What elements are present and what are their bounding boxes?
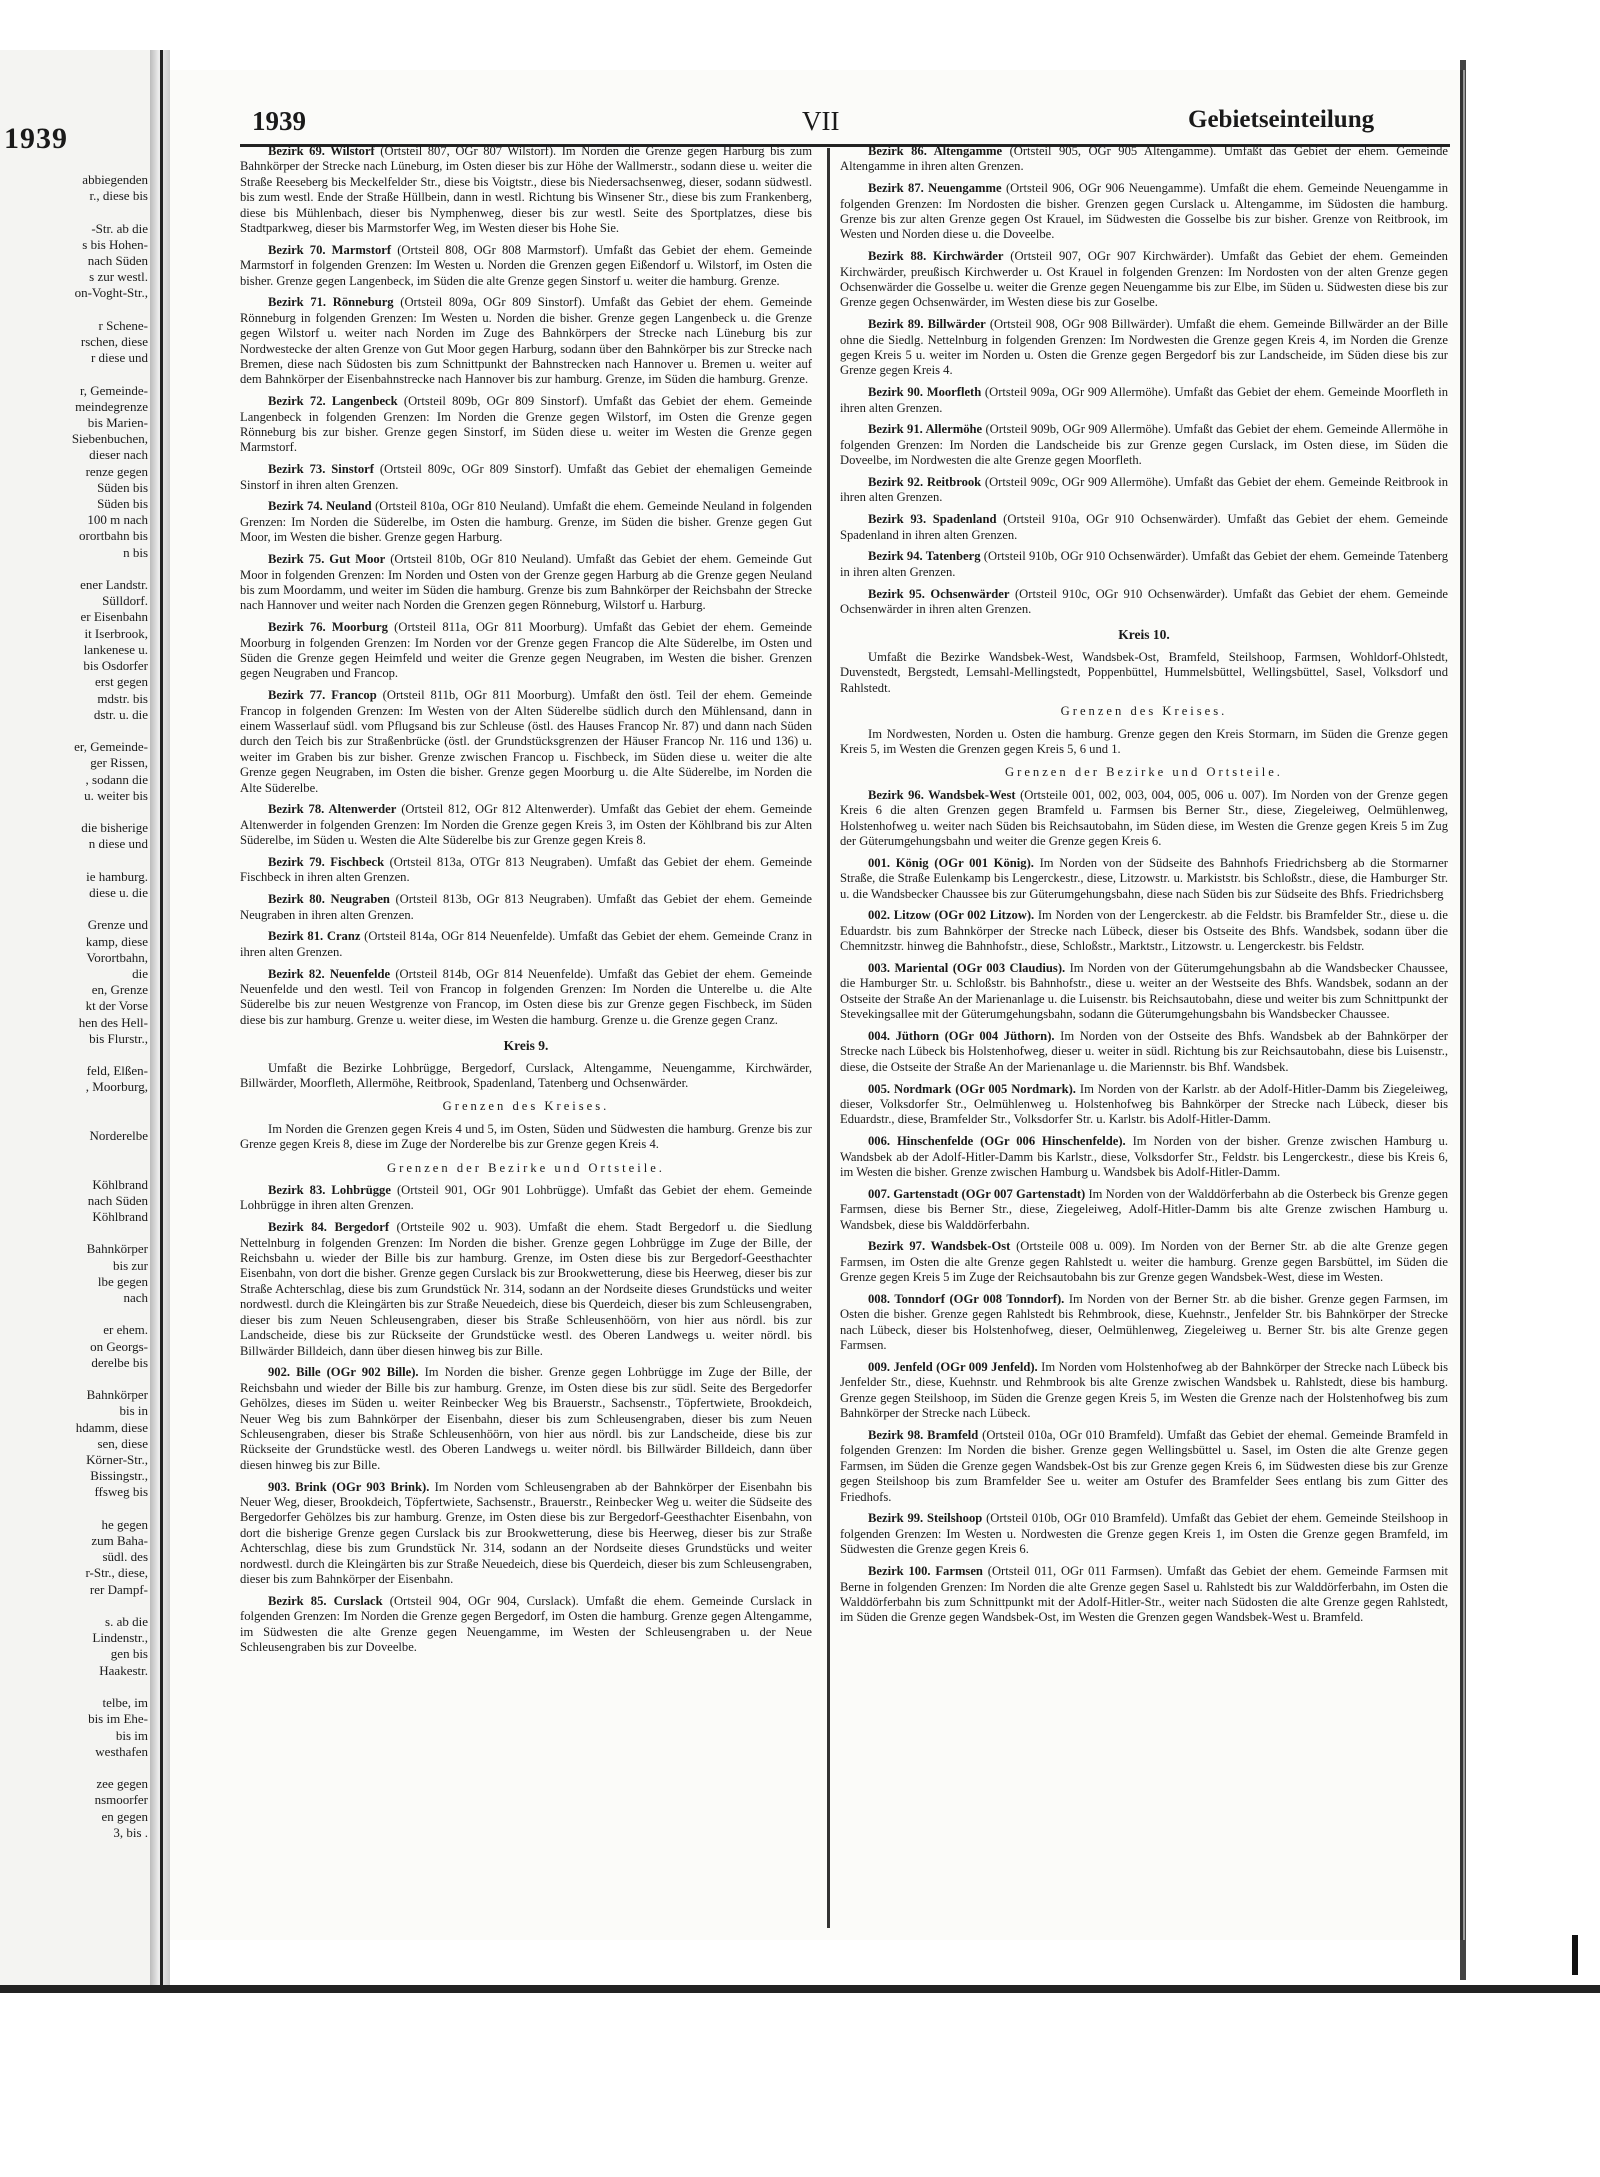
column-divider: [827, 148, 830, 1928]
paragraph-bezirk-84: Bezirk 84. Bergedorf (Ortsteile 902 u. 903). Umfaßt die ehem. Stadt Bergedorf u. die Siedlung Nettelnburg in folgenden Grenzen: Im Norden die bisher. Grenze gegen Lohbrügge im Zuge der Bille, der Reichsbahn u. wieder der Bille bis zur hamburg. Grenze, im Osten diese bis zur Bergedorf-Geesthachter Eisenbahn, von dort die bisher. Grenze gegen Curslack bis zur Brookwetterung, diese bis Heerweg, dieser bis zur Straße Achterschlag, diese bis zum Grundstück Nr. 314, sodann an der Nordseite dieses Grundstücks und weiter nordwestl. durch die Kleingärten bis zur Straße Neuedeich, diese bis Querdeich, dieser bis zum Schleusengraben, dieser bis zum Neuen Schleusengraben, dieser bis Straße Schleusenhöörn, von hier aus nördl. bis zur Landscheide, diese bis zur Rückseite der Grundstücke westl. des Oberen Landwegs u. weiter nördl. bis Billwärder Billdeich, dann über diesen hinweg bis zur Bille.: [240, 1220, 813, 1358]
paragraph-bezirk-76: Bezirk 76. Moorburg (Ortsteil 811a, OGr 811 Moorburg). Umfaßt das Gebiet der ehem. Gemeinde Moorburg in folgenden Grenzen: Im Norden vor der Grenze gegen Francop die Alte Süderelbe, im Osten und Süden die Grenze gegen Heimfeld und weiter die Grenze gegen Neugraben, im Westen die bisher. Grenzen gegen Neugraben und Francop.: [240, 620, 812, 681]
paragraph-bezirk-90: Bezirk 90. Moorfleth (Ortsteil 909a, OGr 909 Allermöhe). Umfaßt das Gebiet der ehem. Gemeinde Moorfleth in ihren alten Grenzen.: [840, 385, 1448, 415]
kreis-10-grenzen-heading: Grenzen des Kreises.: [1060, 704, 1228, 719]
paragraph-bezirk-88: Bezirk 88. Kirchwärder (Ortsteil 907, OGr 907 Kirchwärder). Umfaßt das Gebiet der ehem. Gemeinden Kirchwärder, preußisch Kirchwerder u. Ost Krauel in folgenden Grenzen: Im Nordosten von der alten Grenze gegen Ochsenwärder die Gosselbe u. weiter die Grenze gegen Neuengamme bis zur Elbe, im Süden u. Südwesten diese bis zur Grenze gegen Ochsenwärder, im Westen diese bis zur Goselbe.: [840, 249, 1448, 310]
paragraph-bezirk-89: Bezirk 89. Billwärder (Ortsteil 908, OGr 908 Billwärder). Umfaßt die ehem. Gemeinde Billwärder an der Bille ohne die Siedlg. Nettelnburg in folgenden Grenzen: Im Nordwesten die Grenze gegen Kreis 4, im Norden die Grenze gegen Kreis 5 u. weiter im Norden u. Osten die Grenze gegen Bergedorf bis zur Landscheide, im Süden diese bis zur Grenze gegen Kreis 4.: [840, 317, 1448, 378]
paragraph-ortsteil-008: 008. Tonndorf (OGr 008 Tonndorf). Im Norden von der Berner Str. ab die bisher. Grenze gegen Farmsen, im Osten die bisher. Grenze gegen Rahlstedt bis Rehmbrook, diese, Kuehnstr., Jenfelder Str. bis Bahnkörper der Strecke nach Lübeck, dieser bis Holstenhofweg, dieser, Oelmühlenweg, Ziegeleiweg u. Berner Str. bis alte Grenze gegen Farmsen.: [840, 1292, 1449, 1353]
kreis-9-intro: Umfaßt die Bezirke Lohbrügge, Bergedorf, Curslack, Altengamme, Neuengamme, Kirchwärder, Billwärder, Moorfleth, Allermöhe, Reitbrook, Spadenland, Tatenberg und Ochsenwärder.: [240, 1060, 812, 1091]
paragraph-bezirk-91: Bezirk 91. Allermöhe (Ortsteil 909b, OGr 909 Allermöhe). Umfaßt das Gebiet der ehem. Gemeinde Allermöhe in folgenden Grenzen: Im Norden die Landscheide bis zur Grenze gegen Curslack, im Osten diese, im Süden die Doveelbe, im Nordwesten die alte Grenze gegen Moorfleth.: [840, 422, 1448, 468]
header-year: 1939: [252, 106, 306, 136]
paragraph-bezirk-79: Bezirk 79. Fischbeck (Ortsteil 813a, OTGr 813 Neugraben). Umfaßt das Gebiet der ehem. Gemeinde Fischbeck in ihren alten Grenzen.: [240, 854, 812, 885]
paragraph-bezirk-74: Bezirk 74. Neuland (Ortsteil 810a, OGr 810 Neuland). Umfaßt die ehem. Gemeinde Neuland in folgenden Grenzen: Im Norden die Süderelbe, im Osten die hamburg. Grenze, im Süden die bisher. Grenze gegen Gut Moor, im Westen die bisher. Grenze gegen Harburg.: [240, 499, 812, 545]
header-page-number: VII: [802, 106, 840, 136]
scan-mark: [1572, 1935, 1578, 1975]
paragraph-bezirk-86: Bezirk 86. Altengamme (Ortsteil 905, OGr 905 Altengamme). Umfaßt das Gebiet der ehem. Gemeinde Altengamme in ihren alten Grenzen.: [840, 144, 1448, 174]
paragraph-ortsteil-009: 009. Jenfeld (OGr 009 Jenfeld). Im Norden vom Holstenhofweg ab der Bahnkörper der Strecke nach Lübeck bis Jenfelder Str., diese, Kuehnstr. und Rehmbrook bis alte Grenze zwischen Wandsbek u. Rahlstedt, diese bis hamburg. Grenze gegen Steilshoop, im Süden die Grenze gegen Kreis 5, im Westen die Grenze nach der Holstenhofweg bis zum Bahnkörper der Strecke nach Lübeck.: [840, 1360, 1448, 1421]
paragraph-bezirk-81: Bezirk 81. Cranz (Ortsteil 814a, OGr 814 Neuenfelde). Umfaßt das Gebiet der ehem. Gemeinde Cranz in ihren alten Grenzen.: [240, 929, 812, 959]
paragraph-bezirk-99: Bezirk 99. Steilshoop (Ortsteil 010b, OGr 010 Bramfeld). Umfaßt das Gebiet der ehem. Gemeinde Steilshoop in folgenden Grenzen: Im Westen u. Nordwesten die Grenze gegen Kreis 1, im Osten die Grenze gegen Bramfeld, im Südwesten die Grenze gegen Kreis 6.: [840, 1511, 1449, 1557]
paragraph-bezirk-87: Bezirk 87. Neuengamme (Ortsteil 906, OGr 906 Neuengamme). Umfaßt die ehem. Gemeinde Neuengamme in folgenden Grenzen: Im Nordosten die bisher. Grenzen gegen Curslack u. Altengamme, im Südosten die hamburg. Grenze bis zur alten Grenze gegen Ost Krauel, im Südwesten die Gosselbe bis zur bisher. Grenze von Reitbrook, im Westen und Norden diese u. die Doveelbe.: [840, 181, 1448, 242]
paragraph-bezirk-70: Bezirk 70. Marmstorf (Ortsteil 808, OGr 808 Marmstorf). Umfaßt das Gebiet der ehem. Gemeinde Marmstorf in folgenden Grenzen: Im Westen u. Norden die Grenzen gegen Eißendorf u. Wilstorf, im Osten die bisher. Grenze gegen Langenbeck, im Süden die alte Grenze gegen Sinstorf u. weiter die hamburg. Grenze.: [240, 242, 812, 288]
left-column: [240, 144, 812, 1662]
adjacent-left-page: [0, 50, 152, 1985]
paragraph-bezirk-75: Bezirk 75. Gut Moor (Ortsteil 810b, OGr 810 Neuland). Umfaßt das Gebiet der ehem. Gemeinde Gut Moor in folgenden Grenzen: Im Norden und Osten von der Grenze gegen Harburg ab die Grenze gegen Neuland bis zum Moordamm, und weiter im Süden die hamburg. Grenze bis zum Bahnkörper der Reichsbahn der Strecke nach Hannover und weiter nach Norden die Grenzen gegen Rönneburg, Wilstorf u. Harburg.: [240, 552, 812, 613]
paragraph-bezirk-71: Bezirk 71. Rönneburg (Ortsteil 809a, OGr 809 Sinstorf). Umfaßt das Gebiet der ehem. Gemeinde Rönneburg in folgenden Grenzen: Im Westen u. Norden die bisher. Grenze gegen Langenbeck u. die Grenze gegen Wilstorf u. weiter nach Norden im Zuge des Bahnkörpers der Strecke nach Lüneburg bis zur Nordwestecke der alten Grenze von Gut Moor gegen Harburg, sodann über den Bahnkörper bis zur Strecke nach Bremen, diese nach Südosten bis zum Schnittpunkt der Bahnstrecken nach Hannover u. Bremen u. weiter auf dem Bahnkörper der Eisenbahnstrecke nach Hannover bis zur hamburg. Grenze, im Süden die hamburg. Grenze.: [240, 295, 812, 387]
kreis-10-bezirke-heading: Grenzen der Bezirke und Ortsteile.: [1005, 765, 1283, 780]
paragraph-bezirk-78: Bezirk 78. Altenwerder (Ortsteil 812, OGr 812 Altenwerder). Umfaßt das Gebiet der ehem. Gemeinde Altenwerder in folgenden Grenzen: Im Norden die Grenze gegen Kreis 3, im Osten der Köhlbrand bis zur Alten Süderelbe, im Süden u. Westen die Alte Süderelbe bis zur Grenze gegen Kreis 8.: [240, 802, 812, 848]
paragraph-bezirk-80: Bezirk 80. Neugraben (Ortsteil 813b, OGr 813 Neugraben). Umfaßt das Gebiet der ehem. Gemeinde Neugraben in ihren alten Grenzen.: [240, 892, 813, 922]
paragraph-bezirk-77: Bezirk 77. Francop (Ortsteil 811b, OGr 811 Moorburg). Umfaßt den östl. Teil der ehem. Gemeinde Francop in folgenden Grenzen: Im Westen von der Alten Süderelbe südlich durch den Mühlensand, dann in einem Wasserlauf südl. vom Pflugsand bis zur Schleuse (östl. des Hauses Francop Nr. 87) und dann nach Süden durch den Teich bis zur Straßenbrücke (östl. der Grundstücksgrenzen der Häuser Francop Nr. 116 und 136) u. weiter im Graben bis zur bisher. Grenze zwischen Francop u. Fischbeck, im Süden diese u. weiter die alte Grenze gegen Neugraben, im Osten die bisher. Grenze gegen Moorburg u. die Alte Süderelbe, im Norden die Alte Süderelbe.: [240, 688, 812, 795]
paragraph-ortsteil-006: 006. Hinschenfelde (OGr 006 Hinschenfelde). Im Norden von der bisher. Grenze zwischen Hamburg u. Wandsbek ab der Adolf-Hitler-Damm bis Karlstr., diese, Volksdorfer Str., Feldstr. bis Lengerckestr., diese bis Kreis 6, im Westen die bisher. Grenze zwischen Hamburg u. Wandsbek bis Adolf-Hitler-Damm.: [840, 1134, 1448, 1180]
paragraph-bezirk-95: Bezirk 95. Ochsenwärder (Ortsteil 910c, OGr 910 Ochsenwärder). Umfaßt das Gebiet der ehem. Gemeinde Ochsenwärder in ihren alten Grenzen.: [840, 586, 1448, 617]
kreis-9-grenzen-text: Im Norden die Grenzen gegen Kreis 4 und 5, im Osten, Süden und Südwesten die hamburg. Grenze bis zur Grenze gegen Kreis 8, diese im Zuge der Norderelbe bis zur Grenze gegen Kreis 4.: [240, 1121, 812, 1152]
paragraph-ortsteil-903: 903. Brink (OGr 903 Brink). Im Norden vom Schleusengraben ab der Bahnkörper der Eisenbahn bis Neuer Weg, dieser, Brookdeich, Töpfertwiete, Sachsenstr., Brauerstr., Reinbecker Weg u. weiter die Südseite des Bergedorfer Gehölzes bis zur hamburg. Grenze, im Osten diese bis zur Bergedorf-Geesthachter Eisenbahn, von dort die bisherige Grenze gegen Curslack bis zur Brookwetterung, diese bis Heerweg, dieser bis zur Straße Achterschlag, diese bis zum Grundstück Nr. 314, sodann an der Nordseite dieses Grundstücks und weiter nordwestl. durch die Kleingärten bis zur Straße Neuedeich, diese bis Querdeich, dieser bis zum Schleusengraben, dieser bis zum Bahnkörper der Eisenbahn.: [240, 1479, 812, 1586]
paragraph-bezirk-98: Bezirk 98. Bramfeld (Ortsteil 010a, OGr 010 Bramfeld). Umfaßt das Gebiet der ehemal. Gemeinde Bramfeld in folgenden Grenzen: Im Norden die bisher. Grenze gegen Wellingsbüttel u. Sasel, im Osten die alte Grenze gegen Farmsen, im Süden die Grenze gegen Wandsbek-Ost bis zur Grenze gegen Kreis 6, im Südwesten diese bis zur Grenze gegen Steilshoop bis zum Bramfelder See u. weiter am Ostufer des Bramfelder Sees entlang bis zum Gitter des Friedhofs.: [840, 1428, 1449, 1504]
kreis-9-grenzen-heading: Grenzen des Kreises.: [442, 1099, 610, 1114]
kreis-10-grenzen-text: Im Nordwesten, Norden u. Osten die hamburg. Grenze gegen den Kreis Stormarn, im Süden die Grenze gegen Kreis 5, im Westen die Grenzen gegen Kreis 5, 6 und 1.: [840, 726, 1448, 756]
paragraph-ortsteil-007: 007. Gartenstadt (OGr 007 Gartenstadt) Im Norden von der Walddörferbahn ab die Osterbeck bis Grenze gegen Farmsen, diese bis Berner Str., diese, Ziegeleiweg, Adolf-Hitler-Damm bis alte Grenze zwischen Hamburg u. Wandsbek, diese bis Walddörferbahn.: [840, 1186, 1448, 1232]
paragraph-bezirk-96: Bezirk 96. Wandsbek-West (Ortsteile 001, 002, 003, 004, 005, 006 u. 007). Im Norden von der Grenze gegen Kreis 6 die alten Grenzen gegen Bramfeld u. Farmsen bis Berner Str., diese, Ziegeleiweg, Oelmühlenweg, Holstenhofweg u. weiter nach Süden bis Reichsautobahn, im Süden diese, im Westen die Grenze gegen Kreis 5 im Zug der Güterumgehungsbahn und weiter die Grenze gegen Kreis 6.: [840, 787, 1448, 848]
paragraph-ortsteil-004: 004. Jüthorn (OGr 004 Jüthorn). Im Norden von der Ostseite des Bhfs. Wandsbek ab der Bahnkörper der Strecke nach Lübeck bis Holstenhofweg, dieser u. weiter in südl. Richtung bis zur Reichsautobahn, diese bis Luisenstr., diese, die Ostseite der Straße An der Marienanlage u. die Mariennstr. bis Bhf. Wandsbek.: [840, 1028, 1448, 1074]
section-title-kreis-10: Kreis 10.: [1118, 627, 1170, 643]
left-page-text-fragments: abbiegenden r., diese bis -Str. ab die s bis Hohen- nach Süden s zur westl. on-Voght-Str., r Schene- rschen, diese r diese und r, Gemeinde- meindegrenze bis Marien- Siebenbuchen, dieser nach renze gegen Süden bis Süden bis 100 m nach orortbahn bis n bis ener Landstr. Sülldorf. er Eisenbahn it Iserbrook, lankenese u. bis Osdorfer erst gegen mdstr. bis dstr. u. die er, Gemeinde- ger Rissen, , sodann die u. weiter bis die bisherige n diese und ie hamburg. diese u. die Grenze und kamp, diese Vorortbahn, die en, Grenze kt der Vorse hen des Hell- bis Flurstr., feld, Elßen- , Moorburg, Norderelbe Köhlbrand nach Süden Köhlbrand Bahnkörper bis zur lbe gegen nach er ehem. on Georgs- derelbe bis Bahnkörper bis in hdamm, diese sen, diese Körner-Str., Bissingstr., ffsweg bis he gegen zum Baha- südl. des r-Str., diese, rer Dampf- s. ab die Lindenstr., gen bis Haakestr. telbe, im bis im Ehe- bis im westhafen zee gegen nsmoorfer en gegen 3, bis .: [71, 172, 148, 1840]
paragraph-bezirk-94: Bezirk 94. Tatenberg (Ortsteil 910b, OGr 910 Ochsenwärder). Umfaßt das Gebiet der ehem. Gemeinde Tatenberg in ihren alten Grenzen.: [840, 549, 1449, 579]
paragraph-bezirk-92: Bezirk 92. Reitbrook (Ortsteil 909c, OGr 909 Allermöhe). Umfaßt das Gebiet der ehem. Gemeinde Reitbrook in ihren alten Grenzen.: [840, 475, 1448, 505]
paragraph-ortsteil-001: 001. König (OGr 001 König). Im Norden von der Südseite des Bahnhofs Friedrichsberg ab die Stormarner Straße, die Straße Eulenkamp bis Lengerckestr., diese, Litzowstr. u. Markiststr. bis Schloßstr., diese, die Hamburger Str. u. die Wandsbecker Chaussee bis zur Güterumgehungsbahn, diese nach Süden bis zur Südseite des Bhfs. Friedrichsberg: [840, 855, 1448, 901]
paragraph-bezirk-100: Bezirk 100. Farmsen (Ortsteil 011, OGr 011 Farmsen). Umfaßt das Gebiet der ehem. Gemeinde Farmsen mit Berne in folgenden Grenzen: Im Norden die alte Grenze gegen Sasel u. Rahlstedt bis zur Walddörferbahn, im Osten die Walddörferbahn bis zum Schnittpunkt mit der Adolf-Hitler-Str., weiter nach Südosten die alte Grenze gegen Rahlstedt, im Süden die Grenze gegen Wandsbek-Ost, im Westen die Grenzen gegen Wandsbek-West u. Bramfeld.: [840, 1564, 1448, 1625]
paragraph-ortsteil-003: 003. Mariental (OGr 003 Claudius). Im Norden von der Güterumgehungsbahn ab die Wandsbecker Chaussee, die Hamburger Str. u. Schloßstr. bis Bahnhofstr., diese u. weiter an der Westseite des Bhfs. Wandsbek, sodann an der Ostseite der Straße An der Marienanlage u. die Luisenstr. bis Reichsautobahn, diese und weiter bis zum Schnittpunkt der Stevekingsallee mit der Güterumgehungsbahn, sodann die Güterumgehungsbahn bis Wandsbecker Chaussee.: [840, 960, 1448, 1022]
section-title-kreis-9: Kreis 9.: [503, 1038, 549, 1054]
header-title: Gebietseinteilung: [1188, 106, 1375, 133]
left-page-year: 1939: [4, 122, 68, 155]
paragraph-bezirk-69: Bezirk 69. Wilstorf (Ortsteil 807, OGr 807 Wilstorf). Im Norden die Grenze gegen Harburg bis zum Bahnkörper der Strecke nach Lüneburg, im Osten dieser bis zur Höhe der Wallmerstr., sodann diese u. weiter die Straße Reeseberg bis Meckelfelder Str., diese bis Voigtstr., diese bis Niedersachsenweg, dieser, sodann südwestl. bis zum westl. Ende der Straße Hüllbein, dann in westl. Richtung bis Winsener Str., diese bis zum Frankenberg, diese bis Mühlenbach, dieser bis Nymphenweg, dieser bis zur westl. Seite des Sportplatzes, diese bis Stadtparkweg, dieser bis Marmstorfer Weg, im Westen dieser bis Hohe Sie.: [240, 144, 812, 236]
paragraph-bezirk-97: Bezirk 97. Wandsbek-Ost (Ortsteile 008 u. 009). Im Norden von der Berner Str. ab die alte Grenze gegen Farmsen, im Osten die alte Grenze gegen Rahlstedt u. weiter die hamburg. Grenze gegen Barsbüttel, im Süden die Grenze gegen Kreis 5 im Zuge der Reichsautobahn bis zur Grenze gegen Wandsbek-West, diese im Westen.: [840, 1239, 1448, 1285]
document-page: [170, 70, 1463, 1940]
paragraph-bezirk-82: Bezirk 82. Neuenfelde (Ortsteil 814b, OGr 814 Neuenfelde). Umfaßt das Gebiet der ehem. Gemeinde Neuenfelde und den westl. Teil von Francop in folgenden Grenzen: Im Norden die Unterelbe u. die Alte Süderelbe bis zur neuen Westgrenze von Francop, im Osten diese bis zur Grenze gegen Fischbeck, im Süden diese bis zur hamburg. Grenze u. weiter diese, im Westen die hamburg. Grenze u. die Grenze gegen Cranz.: [240, 966, 812, 1027]
paragraph-ortsteil-902: 902. Bille (OGr 902 Bille). Im Norden die bisher. Grenze gegen Lohbrügge im Zuge der Bille, der Reichsbahn und wieder der Bille bis zur hamburg. Grenze, im Osten diese bis zur südl. Seite des Bergedorfer Gehölzes, dieses im Süden u. weiter Reinbecker Weg bis Brauerstr., Sachsenstr., Töpfertwiete, Brookdeich, Neuer Weg bis zum Bahnkörper der Eisenbahn, dieser bis zum Schleusengraben, dieser bis zum Neuen Schleusengraben, dieser bis Straße Schleusenhöörn, von hier aus nördl. bis zur Landscheide, diese bis zur Rückseite der Grundstücke westl. des Oberen Landwegs u. weiter nördl. bis Billwärder Billdeich, dann über diesen hinweg bis zur Bille.: [240, 1365, 813, 1472]
paragraph-bezirk-85: Bezirk 85. Curslack (Ortsteil 904, OGr 904, Curslack). Umfaßt die ehem. Gemeinde Curslack in folgenden Grenzen: Im Norden die Grenze gegen Bergedorf, im Osten die hamburg. Grenze gegen Altengamme, im Südwesten die alte Grenze gegen Neuengamme, im Westen der Schleusengraben u. der Neue Schleusengraben bis zur Doveelbe.: [240, 1593, 812, 1654]
paragraph-bezirk-73: Bezirk 73. Sinstorf (Ortsteil 809c, OGr 809 Sinstorf). Umfaßt das Gebiet der ehemaligen Gemeinde Sinstorf in ihren alten Grenzen.: [240, 462, 812, 492]
kreis-9-bezirke-heading: Grenzen der Bezirke und Ortsteile.: [387, 1160, 665, 1175]
gutter-line: [160, 50, 163, 1985]
kreis-10-intro: Umfaßt die Bezirke Wandsbek-West, Wandsbek-Ost, Bramfeld, Steilshoop, Farmsen, Wohldorf-Ohlstedt, Duvenstedt, Bergstedt, Lemsahl-Mellingstedt, Poppenbüttel, Hummelsbüttel, Wellingsbüttel, Sasel, Volksdorf und Rahlstedt.: [840, 649, 1448, 695]
scan-border: [0, 1985, 1600, 1993]
right-column: [840, 144, 1448, 1632]
paragraph-ortsteil-002: 002. Litzow (OGr 002 Litzow). Im Norden von der Lengerckestr. ab die Feldstr. bis Bramfelder Str., diese u. die Eduardstr. bis zum Bahnkörper der Strecke nach Lübeck, dieser bis Ostseite des Bhfs. Wandsbek, sodann über die Chemnitzstr. hinweg die Bahnhofstr., diese, Schloßstr., Marktstr., Litzowstr. u. Lengerckestr. bis Feldstr.: [840, 908, 1448, 954]
paragraph-ortsteil-005: 005. Nordmark (OGr 005 Nordmark). Im Norden von der Karlstr. ab der Adolf-Hitler-Damm bis Ziegeleiweg, dieser, Volksdorfer Str., Oelmühlenweg u. Holstenhofweg bis Bahnkörper der Strecke nach Lübeck, dieser bis Eduardstr., diese, Bramfelder Str., Volksdorfer Str. u. Karlstr. bis Adolf-Hitler-Damm.: [840, 1081, 1449, 1127]
paragraph-bezirk-83: Bezirk 83. Lohbrügge (Ortsteil 901, OGr 901 Lohbrügge). Umfaßt das Gebiet der ehem. Gemeinde Lohbrügge in ihren alten Grenzen.: [240, 1183, 812, 1213]
paragraph-bezirk-93: Bezirk 93. Spadenland (Ortsteil 910a, OGr 910 Ochsenwärder). Umfaßt das Gebiet der ehem. Gemeinde Spadenland in ihren alten Grenzen.: [840, 512, 1448, 542]
paragraph-bezirk-72: Bezirk 72. Langenbeck (Ortsteil 809b, OGr 809 Sinstorf). Umfaßt das Gebiet der ehem. Gemeinde Langenbeck in folgenden Grenzen: Im Norden die Grenze gegen Wilstorf, im Osten die Grenze gegen Rönneburg bis zur bisher. Grenze gegen Sinstorf, im Süden diese u. weiter im Westen die Grenze gegen Marmstorf.: [240, 394, 812, 455]
